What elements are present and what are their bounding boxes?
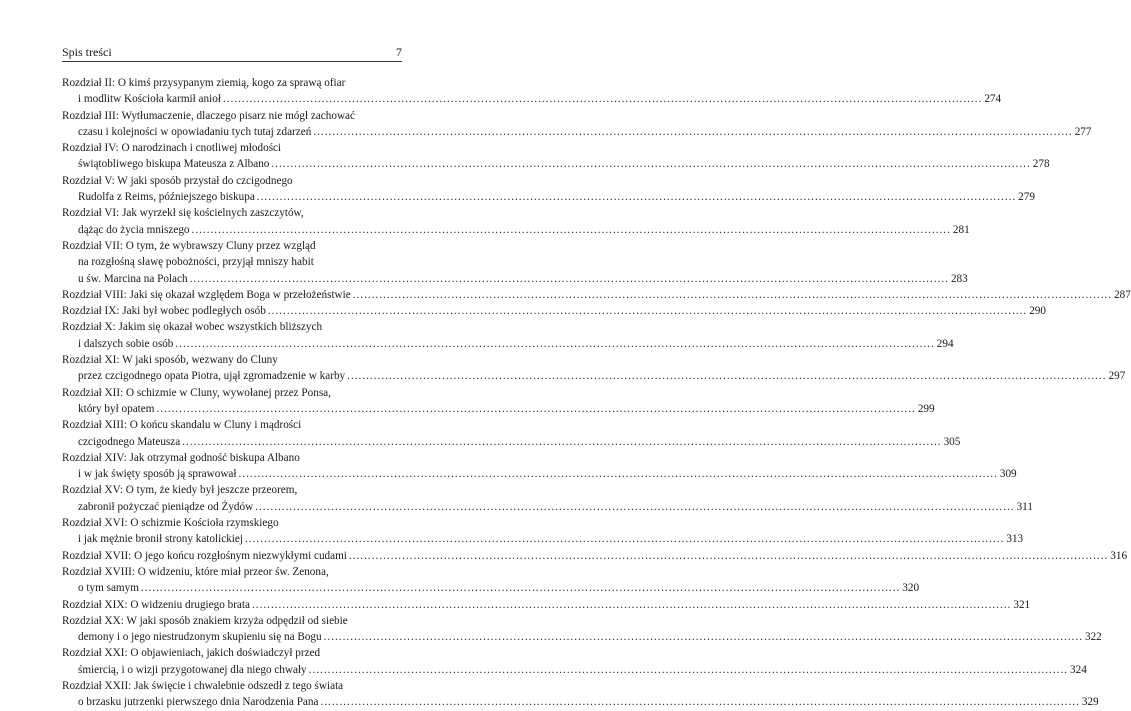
toc-entry-line: czasu i kolejności w opowiadaniu tych tutaj zdarzeń [78,125,312,138]
toc-entry-line: Rozdział XVII: O jego końcu rozgłośnym niezwykłymi cudami [62,549,347,562]
dot-leader: ........................................................................................................................................................................................................ [140,582,901,595]
toc-entry-line: Rozdział III: Wytłumaczenie, dlaczego pisarz nie mógł zachować [62,109,355,122]
toc-entry-last-line [62,91,1002,107]
toc-entry [62,205,970,238]
toc-entry-page: 309 [999,468,1017,481]
toc-entry [62,173,1035,206]
toc-entry-line: Rozdział XIV: Jak otrzymał godność biskupa Albano [62,451,300,464]
toc-entry-page: 329 [1081,696,1099,709]
dot-leader: ........................................................................................................................................................................................................ [251,598,1012,611]
toc-entry-last-line [62,222,970,238]
toc-entry-last-line [62,629,1102,645]
toc-entry-page: 297 [1108,370,1126,383]
toc-entry-line: Rudolfa z Reims, późniejszego biskupa [78,191,255,204]
toc-entry-page: 322 [1084,631,1102,644]
toc-entry-page: 299 [917,402,935,415]
toc-entry-page: 294 [936,337,954,350]
toc-entry-line: Rozdział XXI: O objawieniach, jakich doświadczył przed [62,647,321,660]
header-page-number: 7 [396,45,402,59]
toc-entry [62,140,1050,173]
toc-entry-page: 313 [1006,533,1024,546]
toc-entry-line: Rozdział VI: Jak wyrzekł się kościelnych zaszczytów, [62,207,304,220]
toc-entry-page: 287 [1114,288,1131,301]
toc-entry-line: Rozdział XI: W jaki sposób, wezwany do Cluny [62,354,278,367]
toc-entry [62,564,920,597]
toc-entry-last-line [62,597,1031,613]
toc-entry-page: 316 [1110,549,1128,562]
toc-entry-page: 283 [950,272,968,285]
toc-entry-page: 305 [943,435,961,448]
dot-leader: ........................................................................................................................................................................................................ [352,288,1113,301]
toc-entry-line: i w jak święty sposób ją sprawował [78,468,237,481]
toc-entry [62,678,1099,711]
toc-entry-page: 320 [902,582,920,595]
toc-entry-line: demony i o jego niestrudzonym skupieniu się na Bogu [78,631,322,644]
toc-entry [62,75,1002,108]
toc-entry [62,352,1126,385]
toc-entry-page: 278 [1032,158,1050,171]
toc-entry-page: 324 [1070,663,1087,676]
toc-entry [62,417,961,450]
running-header [62,45,402,62]
dot-leader: ........................................................................................................................................................................................................ [222,93,983,106]
toc-entry-line: Rozdział IX: Jaki był wobec podległych osób [62,305,266,318]
toc-entry-line: na rozgłośną sławę pobożności, przyjął mniszy habit [78,256,314,269]
dot-leader: ........................................................................................................................................................................................................ [255,500,1015,513]
toc-entry-line: Rozdział XXII: Jak święcie i chwalebnie odszedł z tego świata [62,679,344,692]
toc-entry-page: 274 [984,93,1002,106]
header-title: Spis treści [62,45,112,59]
toc-entry-line: Rozdział XX: W jaki sposób znakiem krzyża odpędził od siebie [62,614,348,627]
toc-entry-line: o tym samym [78,582,139,595]
toc-entry-last-line [62,368,1126,384]
toc-entry-line: Rozdział II: O kimś przysypanym ziemią, kogo za sprawą ofiar [62,77,346,89]
dot-leader: ........................................................................................................................................................................................................ [189,272,949,285]
toc-entry-line: o brzasku jutrzenki pierwszego dnia Narodzenia Pana [78,696,319,709]
toc-entry-line: świątobliwego biskupa Mateusza z Albano [78,158,270,171]
toc-entry-line: i jak mężnie bronił strony katolickiej [78,533,243,546]
toc-entry-last-line [62,548,1128,564]
toc-entry [62,548,1128,564]
toc-entry-line: Rozdział XIII: O końcu skandalu w Cluny i mądrości [62,419,302,432]
toc-entry [62,319,954,352]
toc-entry-line: zabronił pożyczać pieniądze od Żydów [78,500,254,513]
dot-leader: ........................................................................................................................................................................................................ [320,696,1080,709]
toc-entry [62,597,1031,613]
toc-entry-line: dążąc do życia mniszego [78,223,190,236]
toc-entry [62,385,935,418]
dot-leader: ........................................................................................................................................................................................................ [267,305,1028,318]
toc-entry-line: Rozdział XVIII: O widzeniu, które miał przeor św. Zenona, [62,565,329,578]
toc-entry-last-line [62,434,961,450]
toc-entry [62,613,1102,646]
table-of-contents [62,75,1131,711]
toc-entry [62,287,1131,303]
toc-entry-line: przez czcigodnego opata Piotra, ujął zgromadzenie w karby [78,370,346,383]
dot-leader: ........................................................................................................................................................................................................ [156,402,916,415]
toc-entry-last-line [62,303,1046,319]
toc-entry-last-line [62,466,1017,482]
toc-entry-line: i modlitw Kościoła karmił anioł [78,93,221,106]
dot-leader: ........................................................................................................................................................................................................ [347,370,1107,383]
toc-entry [62,450,1017,483]
toc-entry-line: Rozdział X: Jakim się okazał wobec wszystkich bliższych [62,321,323,334]
toc-entry [62,645,1087,678]
toc-entry-line: Rozdział VIII: Jaki się okazał względem Boga w przełożeństwie [62,288,351,301]
dot-leader: ........................................................................................................................................................................................................ [244,533,1005,546]
toc-entry-last-line [62,499,1033,515]
toc-entry-line: śmiercią, i o wizji przygotowanej dla niego chwały [78,663,307,676]
toc-entry-last-line [62,156,1050,172]
toc-entry-line: Rozdział XIX: O widzeniu drugiego brata [62,598,250,611]
toc-entry-line: Rozdział XII: O schizmie w Cluny, wywołanej przez Ponsa, [62,386,331,399]
dot-leader: ........................................................................................................................................................................................................ [313,125,1073,138]
toc-entry [62,108,1092,141]
toc-entry-last-line [62,694,1099,710]
toc-entry-last-line [62,580,920,596]
dot-leader: ........................................................................................................................................................................................................ [323,631,1083,644]
dot-leader: ........................................................................................................................................................................................................ [238,468,998,481]
dot-leader: ........................................................................................................................................................................................................ [191,223,951,236]
toc-entry-line: i dalszych sobie osób [78,337,174,350]
toc-entry-page: 311 [1016,500,1033,513]
dot-leader: ........................................................................................................................................................................................................ [308,663,1069,676]
toc-entry-last-line [62,189,1035,205]
toc-entry [62,515,1024,548]
dot-leader: ........................................................................................................................................................................................................ [256,191,1017,204]
toc-entry-page: 277 [1074,125,1092,138]
toc-entry-last-line [62,271,968,287]
toc-entry-line: Rozdział XVI: O schizmie Kościoła rzymskiego [62,517,279,530]
toc-entry [62,482,1033,515]
toc-entry-line: u św. Marcina na Polach [78,272,188,285]
toc-entry-page: 321 [1013,598,1031,611]
toc-entry-last-line [62,401,935,417]
toc-entry-line: czcigodnego Mateusza [78,435,181,448]
dot-leader: ........................................................................................................................................................................................................ [348,549,1109,562]
dot-leader: ........................................................................................................................................................................................................ [271,158,1031,171]
dot-leader: ........................................................................................................................................................................................................ [182,435,942,448]
toc-entry [62,303,1046,319]
toc-entry-line: Rozdział V: W jaki sposób przystał do czcigodnego [62,174,293,187]
toc-entry-page: 290 [1029,305,1046,318]
toc-entry-last-line [62,662,1087,678]
toc-entry-last-line [62,531,1024,547]
dot-leader: ........................................................................................................................................................................................................ [175,337,935,350]
toc-entry-last-line [62,287,1131,303]
toc-entry-line: Rozdział VII: O tym, że wybrawszy Cluny przez wzgląd [62,239,316,252]
toc-entry-line: który był opatem [78,402,155,415]
toc-entry-line: Rozdział XV: O tym, że kiedy był jeszcze przeorem, [62,484,298,497]
toc-entry-last-line [62,336,954,352]
toc-entry-last-line [62,124,1092,140]
toc-entry-line: Rozdział IV: O narodzinach i cnotliwej młodości [62,142,282,155]
toc-entry [62,238,968,287]
toc-entry-page: 279 [1018,191,1035,204]
toc-entry-page: 281 [952,223,970,236]
